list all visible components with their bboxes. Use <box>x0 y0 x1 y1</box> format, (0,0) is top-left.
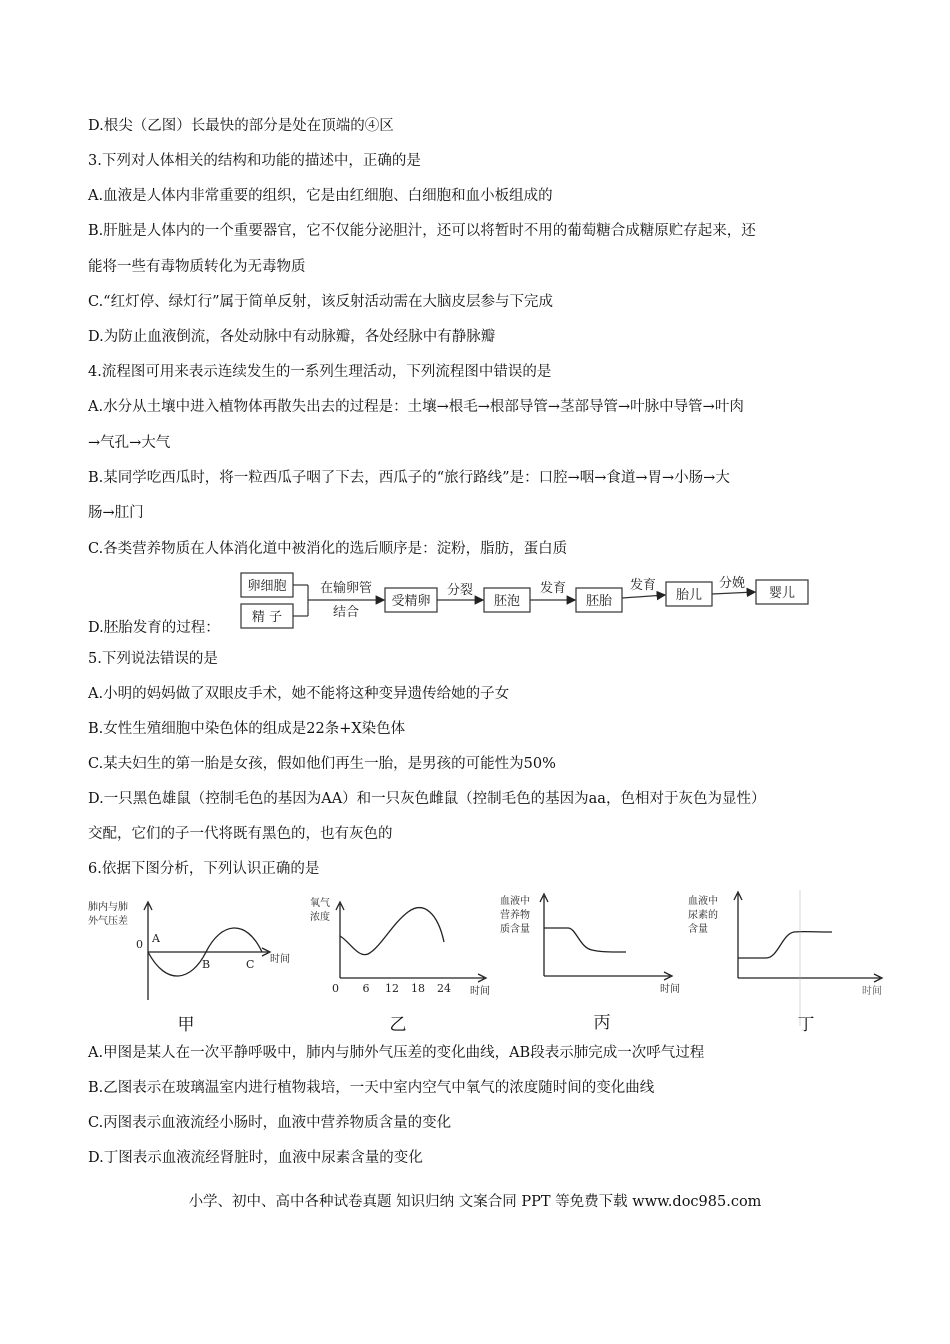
flow-merge-top: 在输卵管 <box>319 581 373 596</box>
jia-point-c: C <box>246 958 255 971</box>
option-3b-cont: 能将一些有毒物质转化为无毒物质 <box>88 259 306 275</box>
question-3: 3.下列对人体相关的结构和功能的描述中，正确的是 <box>88 153 421 169</box>
yi-zero: 0 <box>332 982 339 995</box>
embryo-flow-diagram <box>238 570 813 632</box>
bing-ylabel-2: 营养物 <box>500 910 530 921</box>
yi-tick: 6 <box>362 982 370 995</box>
option-6b: B.乙图表示在玻璃温室内进行植物栽培，一天中室内空气中氧气的浓度随时间的变化曲线 <box>88 1080 655 1096</box>
yi-ylabel-2: 浓度 <box>310 912 330 923</box>
graph-yi <box>306 890 506 1040</box>
flow-arrow1-label: 分裂 <box>446 583 474 598</box>
jia-ylabel-2: 外气压差 <box>88 916 128 927</box>
bing-xlabel: 时间 <box>660 984 680 995</box>
option-4c: C.各类营养物质在人体消化道中被消化的选后顺序是：淀粉，脂肪，蛋白质 <box>88 541 568 557</box>
jia-caption: 甲 <box>177 1015 195 1035</box>
jia-point-b: B <box>202 958 211 971</box>
question-5: 5.下列说法错误的是 <box>88 651 218 667</box>
yi-xlabel: 时间 <box>470 986 490 997</box>
graph-ding <box>682 886 892 1038</box>
bing-caption: 丙 <box>593 1013 611 1033</box>
yi-caption: 乙 <box>389 1015 407 1035</box>
ding-ylabel-1: 血液中 <box>688 896 718 907</box>
flow-arrow2-label: 发育 <box>539 581 567 596</box>
flow-baby: 婴儿 <box>768 586 796 601</box>
option-5b: B.女性生殖细胞中染色体的组成是22条+X染色体 <box>88 721 406 737</box>
option-4b-cont: 肠→肛门 <box>88 505 144 521</box>
option-5d: D.一只黑色雄鼠（控制毛色的基因为AA）和一只灰色雌鼠（控制毛色的基因为aa，色相对于灰色为显性） <box>88 791 766 807</box>
option-3b: B.肝脏是人体内的一个重要器官，它不仅能分泌胆汁，还可以将暂时不用的葡萄糖合成糖原贮存起来，还 <box>88 223 756 239</box>
option-6a: A.甲图是某人在一次平静呼吸中，肺内与肺外气压差的变化曲线，AB段表示肺完成一次呼气过程 <box>88 1045 705 1061</box>
option-4d: D.胚胎发育的过程： <box>88 620 220 636</box>
option-3d: D.为防止血液倒流，各处动脉中有动脉瓣，各处经脉中有静脉瓣 <box>88 329 496 345</box>
yi-tick: 24 <box>437 982 451 995</box>
jia-xlabel: 时间 <box>270 954 290 965</box>
flow-fetus: 胎儿 <box>675 588 703 603</box>
graph-bing <box>496 888 696 1038</box>
bing-ylabel-1: 血液中 <box>500 896 530 907</box>
option-3c: C.“红灯停、绿灯行”属于简单反射，该反射活动需在大脑皮层参与下完成 <box>88 294 554 310</box>
ding-ylabel-2: 尿素的 <box>688 910 718 921</box>
jia-zero: 0 <box>136 938 143 951</box>
option-5a: A.小明的妈妈做了双眼皮手术，她不能将这种变异遗传给她的子女 <box>88 686 510 702</box>
bing-ylabel-3: 质含量 <box>500 924 530 935</box>
option-6d: D.丁图表示血液流经肾脏时，血液中尿素含量的变化 <box>88 1150 423 1166</box>
flow-sperm: 精 子 <box>251 610 283 625</box>
flow-arrow3-label: 发育 <box>629 578 657 593</box>
graph-jia <box>86 890 306 1040</box>
question-6: 6.依据下图分析，下列认识正确的是 <box>88 861 320 877</box>
ding-caption: 丁 <box>797 1015 815 1035</box>
option-3a: A.血液是人体内非常重要的组织，它是由红细胞、白细胞和血小板组成的 <box>88 188 553 204</box>
page-footer: 小学、初中、高中各种试卷真题 知识归纳 文案合同 PPT 等免费下载 www.doc985.com <box>188 1194 762 1210</box>
yi-tick: 18 <box>411 982 425 995</box>
option-5d-cont: 交配，它们的子一代将既有黑色的，也有灰色的 <box>88 826 393 842</box>
flow-merge-bottom: 结合 <box>332 605 360 620</box>
yi-ylabel-1: 氧气 <box>310 898 330 909</box>
option-4a-cont: →气孔→大气 <box>88 435 171 451</box>
ding-ylabel-3: 含量 <box>688 924 708 935</box>
jia-ylabel-1: 肺内与肺 <box>88 902 128 913</box>
flow-embryo: 胚胎 <box>585 594 613 609</box>
option-4b: B.某同学吃西瓜时，将一粒西瓜子咽了下去，西瓜子的“旅行路线”是：口腔→咽→食道→胃→小肠→大 <box>88 470 730 486</box>
flow-egg: 卵细胞 <box>247 579 287 594</box>
flow-zygote: 受精卵 <box>391 594 431 609</box>
question-4: 4.流程图可用来表示连续发生的一系列生理活动，下列流程图中错误的是 <box>88 364 552 380</box>
flow-arrow4-label: 分娩 <box>718 576 746 591</box>
flow-blastocyst: 胚泡 <box>493 594 521 609</box>
jia-point-a: A <box>152 932 160 945</box>
text-line: D.根尖（乙图）长最快的部分是处在顶端的④区 <box>88 118 394 134</box>
option-4a: A.水分从土壤中进入植物体再散失出去的过程是：土壤→根毛→根部导管→茎部导管→叶脉中导管→叶肉 <box>88 399 744 415</box>
ding-xlabel: 时间 <box>862 986 882 997</box>
yi-tick: 12 <box>385 982 399 995</box>
option-6c: C.丙图表示血液流经小肠时，血液中营养物质含量的变化 <box>88 1115 452 1131</box>
option-5c: C.某夫妇生的第一胎是女孩，假如他们再生一胎，是男孩的可能性为50% <box>88 756 556 772</box>
